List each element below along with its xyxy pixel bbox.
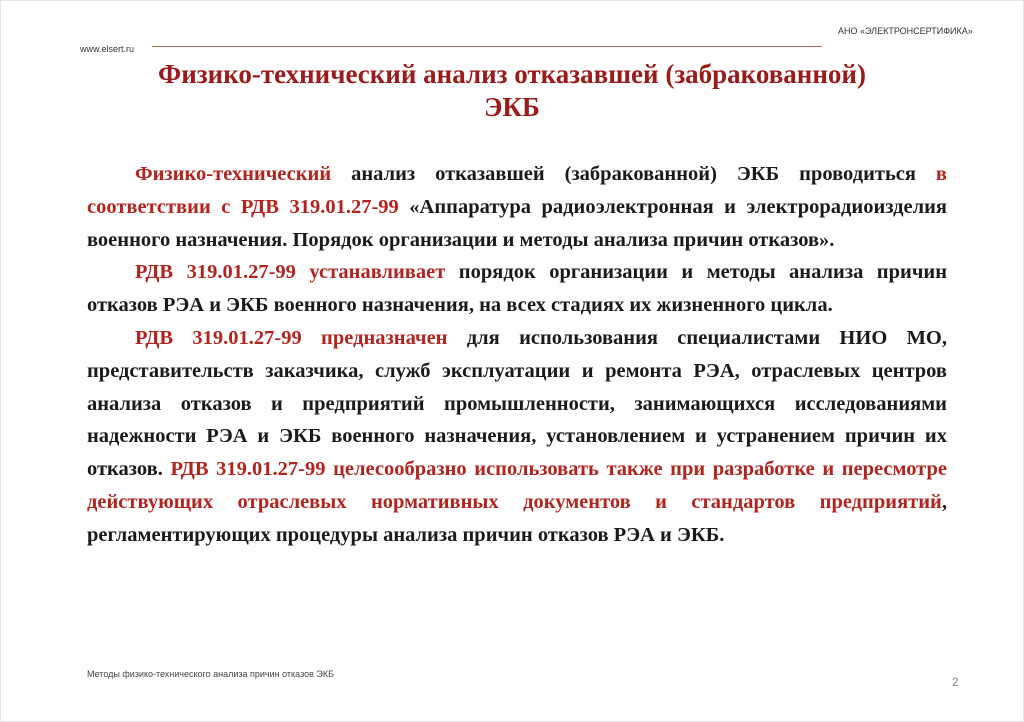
website-url: www.elsert.ru <box>80 44 135 54</box>
paragraph-2 <box>87 256 947 322</box>
page-number: 2 <box>952 675 959 689</box>
p3-red-recommendation: РДВ 319.01.27-99 целесообразно использовать также при разработке и пересмотре действующих отраслевых нормативных документов и стандартов предприятий <box>87 458 948 513</box>
p3-red-lead: РДВ 319.01.27-99 предназначен <box>135 326 448 349</box>
slide-title <box>70 58 954 124</box>
paragraph-1 <box>87 158 947 256</box>
p3-text-tail: , регламентирующих процедуры анализа причин отказов РЭА и ЭКБ. <box>87 490 947 546</box>
p2-text: порядок организации и методы анализа причин отказов РЭА и ЭКБ военного назначения, на всех стадиях их жизненного цикла. <box>87 261 948 317</box>
paragraph-3 <box>87 322 947 552</box>
p1-red-lead: Физико-технический <box>135 163 332 185</box>
p1-red-reference: в соответствии с РДВ 319.01.27-99 <box>87 163 947 218</box>
p1-text-tail: «Аппаратура радиоэлектронная и электрорадиоизделия военного назначения. Порядок организации и методы анализа причин отказов». <box>87 195 947 251</box>
p2-red-lead: РДВ 319.01.27-99 устанавливает <box>135 261 446 284</box>
footer-caption: Методы физико-технического анализа причин отказов ЭКБ <box>87 669 335 679</box>
p1-text: анализ отказавшей (забракованной) ЭКБ проводиться <box>331 163 936 185</box>
slide-title-line2: ЭКБ <box>484 92 540 122</box>
organization-name: АНО «ЭЛЕКТРОНСЕРТИФИКА» <box>838 26 973 36</box>
header-divider <box>152 46 822 47</box>
p3-text: для использования специалистами НИО МО, представительств заказчика, служб эксплуатации и ремонта РЭА, отраслевых центров анализа отказов и предприятий промышленности, занимающихся исследованиями надежности РЭА и ЭКБ военного назначения, установлением и устранением причин их отказов. <box>87 326 947 481</box>
slide-title-line1: Физико-технический анализ отказавшей (забракованной) <box>158 59 866 89</box>
slide-body <box>87 158 947 552</box>
